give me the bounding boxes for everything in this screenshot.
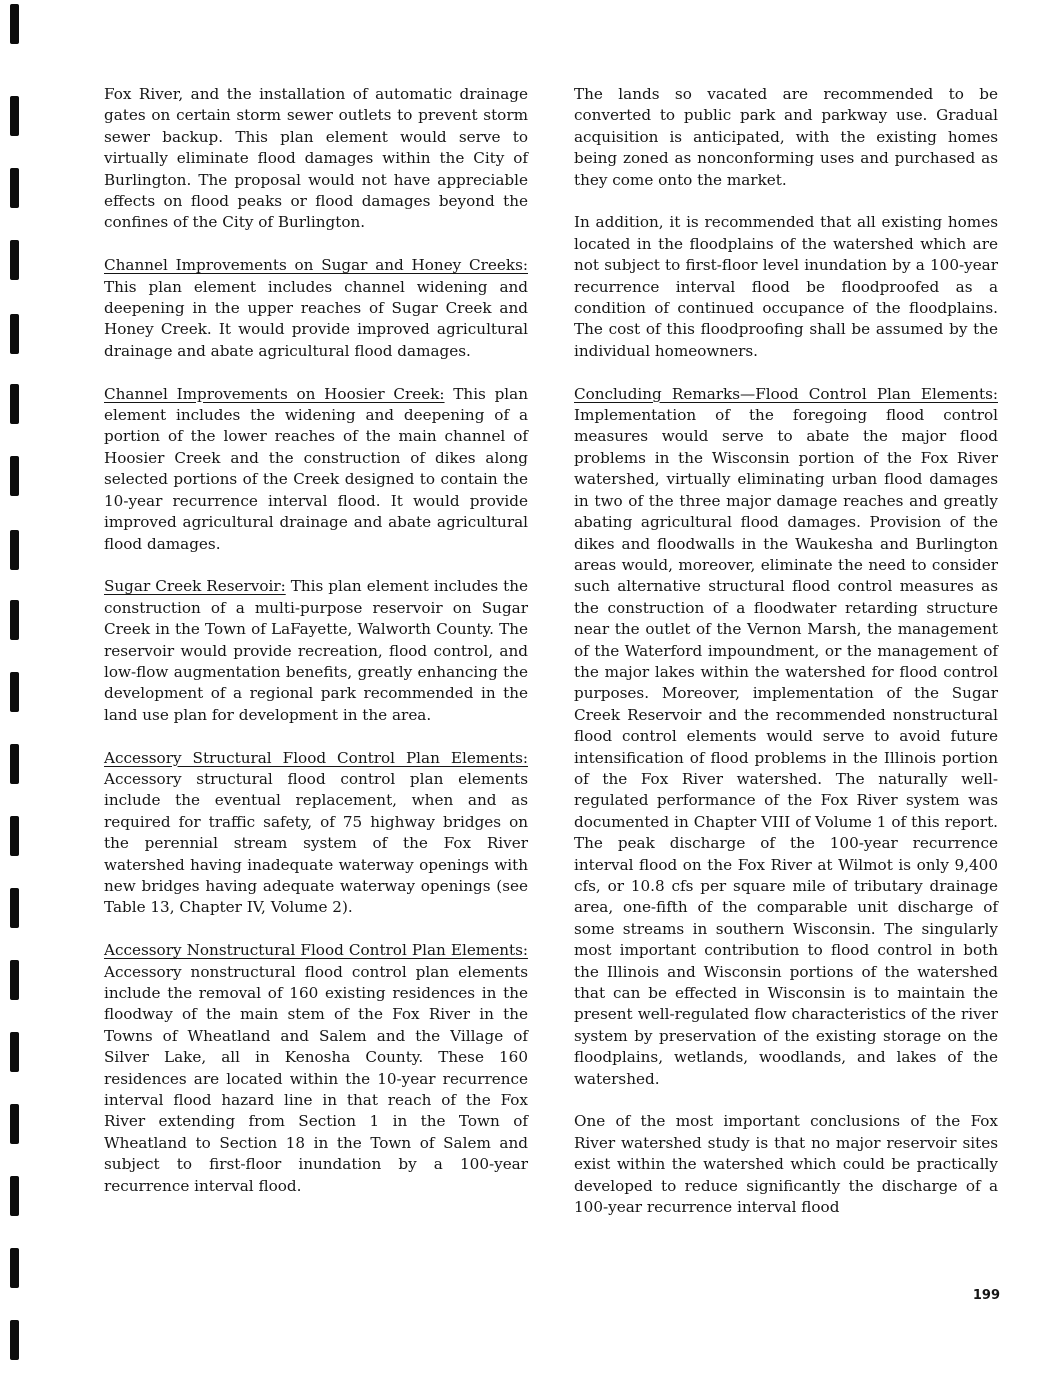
binder-hole [10, 960, 19, 1000]
paragraph-floodproofing: In addition, it is recommended that all existing homes located in the floodplains of the watershed which are not subject to first-floor level inundation by a 100-year recurrence interval flood be floodproofed as a condition of continued occupance of the floodplains. The cost of this floodproofing shall be assumed by the individual homeowners. [574, 213, 998, 360]
binder-hole [10, 4, 19, 44]
binder-hole [10, 1176, 19, 1216]
section-heading: Sugar Creek Reservoir: [104, 577, 286, 596]
paragraph-sugar-honey-channel [104, 255, 528, 362]
section-body: This plan element includes channel widening and deepening in the upper reaches of Sugar Creek and Honey Creek. It would provide improved agricultural drainage and abate agricultural flood damages. [104, 277, 528, 360]
section-body: Implementation of the foregoing flood control measures would serve to abate the major flood problems in the Wisconsin portion of the Fox River watershed, virtually eliminating urban flood damages in two of the three major damage reaches and greatly abating agricultural flood damages. Provision of the dikes and floodwalls in the Waukesha and Burlington areas would, moreover, eliminate the need to consider such alternative structural flood control measures as the construction of a floodwater retarding structure near the outlet of the Vernon Marsh, the management of the Waterford impoundment, or the management of the major lakes within the watershed for flood control purposes. Moreover, implementation of the Sugar Creek Reservoir and the recommended nonstructural flood control elements would serve to avoid future intensification of flood problems in the Illinois portion of the Fox River watershed. The naturally well-regulated performance of the Fox River system was documented in Chapter VIII of Volume 1 of this report. The peak discharge of the 100-year recurrence interval flood on the Fox River at Wilmot is only 9,400 cfs, or 10.8 cfs per square mile of tributary drainage area, one-fifth of the comparable unit discharge of some streams in southern Wisconsin. The singularly most important contribution to flood control in both the Illinois and Wisconsin portions of the watershed that can be effected in Wisconsin is to maintain the present well-regulated flow characteristics of the river system by preservation of the existing storage on the floodplains, wetlands, woodlands, and lakes of the watershed. [574, 406, 998, 1088]
binder-hole [10, 600, 19, 640]
binder-hole [10, 744, 19, 784]
binder-hole [10, 456, 19, 496]
left-column [104, 84, 528, 1218]
section-heading: Concluding Remarks—Flood Control Plan Elements: [574, 384, 998, 403]
binder-hole [10, 314, 19, 354]
page-number: 199 [972, 1288, 1000, 1303]
section-heading: Channel Improvements on Sugar and Honey Creeks: [104, 256, 528, 275]
binder-hole [10, 168, 19, 208]
binder-hole [10, 1248, 19, 1288]
paragraph-concluding-remarks [574, 384, 998, 1090]
binder-hole [10, 240, 19, 280]
binder-hole [10, 816, 19, 856]
binder-hole [10, 384, 19, 424]
paragraph-reservoir-conclusion: One of the most important conclusions of the Fox River watershed study is that no major reservoir sites exist within the watershed which could be practically developed to reduce significantly the discharge of a 100-year recurrence interval flood [574, 1112, 998, 1217]
paragraph-accessory-structural [104, 748, 528, 919]
paragraph-accessory-nonstructural [104, 940, 528, 1197]
binder-hole [10, 888, 19, 928]
section-heading: Accessory Nonstructural Flood Control Plan Elements: [104, 941, 528, 960]
section-heading: Accessory Structural Flood Control Plan Elements: [104, 748, 528, 767]
paragraph-hoosier-channel [104, 384, 528, 555]
section-body: Accessory nonstructural flood control plan elements include the removal of 160 existing residences in the floodway of the main stem of the Fox River in the Towns of Wheatland and Salem and the Village of Silver Lake, all in Kenosha County. These 160 residences are located within the 10-year recurrence interval flood hazard line in that reach of the Fox River extending from Section 1 in the Town of Wheatland to Section 18 in the Town of Salem and subject to first-floor inundation by a 100-year recurrence interval flood. [104, 962, 528, 1195]
section-body: This plan element includes the widening and deepening of a portion of the lower reaches of the main channel of Hoosier Creek and the construction of dikes along selected portions of the Creek designed to contain the 10-year recurrence interval flood. It would provide improved agricultural drainage and abate agricultural flood damages. [104, 384, 529, 553]
paragraph-vacated-lands: The lands so vacated are recommended to be converted to public park and parkway use. Gradual acquisition is anticipated, with the existing homes being zoned as nonconforming uses and purchased as they come onto the market. [574, 85, 998, 189]
section-body: Accessory structural flood control plan elements include the eventual replacement, when and as required for traffic safety, of 75 highway bridges on the perennial stream system of the Fox River watershed having inadequate waterway openings with new bridges having adequate waterway openings (see Table 13, Chapter IV, Volume 2). [104, 769, 528, 917]
binder-hole [10, 96, 19, 136]
section-heading: Channel Improvements on Hoosier Creek: [104, 384, 445, 403]
section-body: This plan element includes the construction of a multi-purpose reservoir on Sugar Creek in the Town of LaFayette, Walworth County. The reservoir would provide recreation, flood control, and low-flow augmentation benefits, greatly enhancing the development of a regional park recommended in the land use plan for development in the area. [104, 577, 528, 724]
binder-hole [10, 1104, 19, 1144]
binder-hole [10, 1032, 19, 1072]
binder-hole [10, 1320, 19, 1360]
paragraph-burlington-flood-protection: Fox River, and the installation of automatic drainage gates on certain storm sewer outlets to prevent storm sewer backup. This plan element would serve to virtually eliminate flood damages within the City of Burlington. The proposal would not have appreciable effects on flood peaks or flood damages beyond the confines of the City of Burlington. [104, 85, 528, 232]
right-column [574, 84, 998, 1240]
binder-hole [10, 530, 19, 570]
paragraph-sugar-creek-reservoir [104, 576, 528, 726]
binder-hole [10, 672, 19, 712]
